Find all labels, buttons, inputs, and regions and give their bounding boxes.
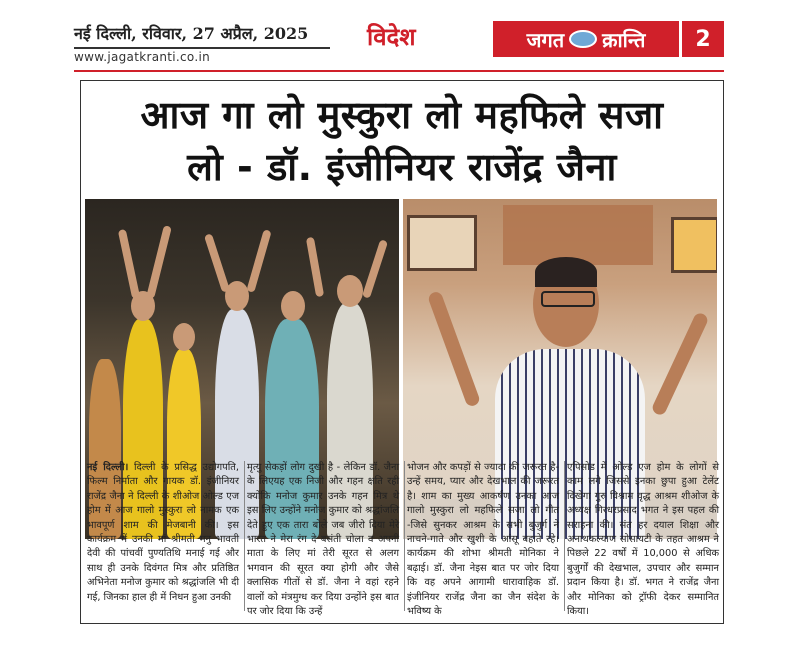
person-head (173, 323, 195, 351)
raised-arm (362, 239, 388, 299)
dateline-rule (74, 47, 330, 49)
article-column-4 (567, 461, 719, 619)
article-box (80, 80, 724, 624)
brand-right: क्रान्ति (602, 27, 646, 52)
headline-line-1: आज गा लो मुस्कुरा लो महफिले सजा (140, 93, 664, 137)
article-column-1 (87, 461, 239, 605)
headline (81, 89, 723, 193)
raised-arm (650, 311, 709, 417)
display-screen (671, 217, 717, 273)
masthead (74, 20, 724, 68)
person-head (337, 275, 363, 307)
column-text: मृत्यु सेकड़ों लोग दुखी है - लेकिन डॉ. जैना के लिएयह एक निजी और गहन क्षति रही क्योंकि मनोज कुमार उनके गहन मित्र थे इस लिए उन्होंने मनोज कुमार को श्रद्धांजलि देते हुए एक तारा बोले जब जीरो दिया मेरे भारत ने मेरा रंग दे बसंती चोला व अपनी माता के लिए मां तेरी सूरत से अलग भगवान की सूरत क्या होगी और जैसे क्लासिक गीतों से डॉ. जैना ने वहां रहने वालों को मंत्रमुग्ध कर दिया उन्होंने इस बात पर जोर दिया कि उन्हें (247, 462, 399, 618)
person-head (281, 291, 305, 321)
article-column-2 (247, 461, 399, 619)
dateline-lead: नई दिल्ली। (87, 462, 129, 473)
raised-arm (146, 225, 172, 299)
newspaper-logo (493, 21, 679, 57)
raised-arm (427, 290, 481, 408)
page-number: 2 (682, 21, 724, 57)
raised-arm (306, 237, 324, 297)
website-link[interactable]: www.jagatkranti.co.in (74, 50, 210, 64)
glasses-icon (541, 291, 595, 307)
column-divider (244, 461, 245, 611)
column-text: दिल्ली के प्रसिद्ध उद्योगपति, फिल्म निर्माता और गायक डॉ. इंजीनियर राजेंद्र जैना ने दिल्ली के शीओज ओल्ड एज होम में आज गालो मुस्कुरा लो नामक एक भावपूर्ण शाम की मेजबानी की। इस कार्यक्रम में उनकी मां श्रीमती मनु भावती देवी की पांचवीं पुण्यतिथि मनाई गई और साथ ही उनके दिवंगत मित्र और प्रतिष्ठित अभिनेता मनोज कुमार को श्रद्धांजलि भी दी गई, जिनका हाल ही में निधन हुआ उनकी (87, 462, 239, 603)
headline-line-2: लो - डॉ. इंजीनियर राजेंद्र जैना (187, 145, 617, 189)
event-banner (503, 205, 653, 265)
dateline: नई दिल्ली, रविवार, 27 अप्रैल, 2025 (74, 24, 309, 43)
raised-arm (118, 229, 140, 299)
display-screen (407, 215, 477, 271)
brand-left: जगत (526, 27, 565, 52)
article-column-3 (407, 461, 559, 619)
raised-arm (204, 233, 230, 293)
column-text: भोजन और कपड़ों से ज्यादा की जरूरत है- उन्हें समय, प्यार और देखभाल की जरूरत है। शाम का मुख्य आकर्षण उनका आज गालो मुस्कुरा लो महफिले सजा लो गीत -जिसे सुनकर आश्रम के सभी बुजुर्ग ने नाचने-गाते और खुशी के आंसू बहाते रहे। कार्यक्रम की शोभा श्रीमती मोनिका ने बढ़ाई। डॉ. जैना नेइस बात पर जोर दिया कि वह अपने आगामी धारावाहिक डॉ. इंजीनियर राजेंद्र जैना का जैन संदेश के भविष्य के (407, 462, 559, 618)
raised-arm (246, 229, 271, 293)
section-label: विदेश (367, 22, 416, 51)
masthead-rule (74, 70, 724, 72)
speaker-hair (535, 257, 597, 287)
column-divider (564, 461, 565, 611)
column-text: एपिसोड में ओल्ड एज होम के लोगों से काम लगे जिससे इनका छुपा हुआ टेलेंट दिखेगा गुरु विश्राम वृद्ध आश्रम शीओज के अध्यक्ष गिरधरप्रसाद भगत ने इस पहल की सराहना की। संत हर दयाल शिक्षा और अनाथकल्याण सोसायटी के तहत आश्रम ने पिछले 22 वर्षों में 10,000 से अधिक बुजुर्गों की देखभाल, उपचार और सम्मान प्रदान किया है। डॉ. भगत ने राजेंद्र जैना और मोनिका को ट्रॉफी देकर सम्मानित किया। (567, 462, 719, 618)
column-divider (404, 461, 405, 611)
globe-icon (569, 30, 597, 48)
